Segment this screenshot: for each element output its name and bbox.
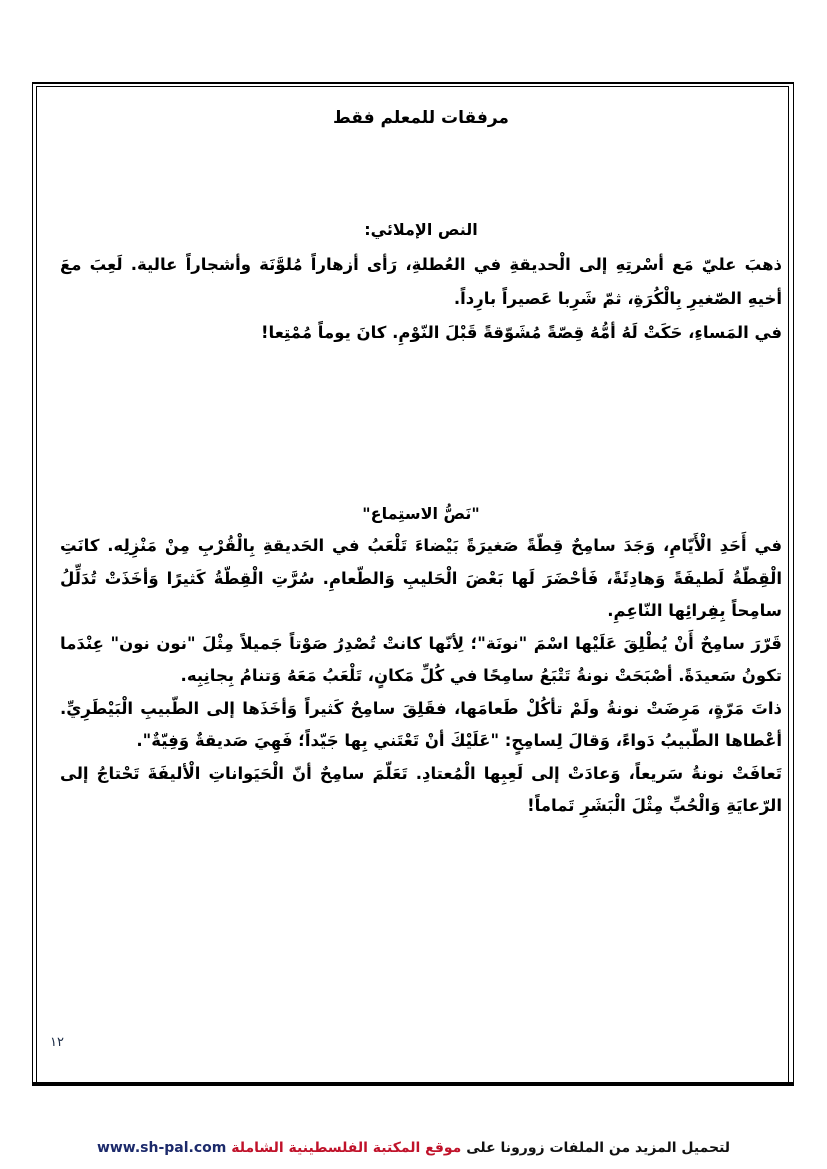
- dictation-heading: النص الإملائي:: [364, 220, 478, 239]
- footer-site-name[interactable]: موقع المكتبة الفلسطينية الشاملة: [231, 1140, 462, 1156]
- listening-paragraph: تَعافَتْ نونةُ سَريعاً، وَعادَتْ إلى لَعِبِها الْمُعتادِ. تَعَلّمَ سامِحٌ أنّ الْحَيَواناتِ الْأليفَةَ تَحْتاجُ إلى الرّعايَةِ وَالْحُبِّ مِثْلَ الْبَشَرِ تَماماً!: [60, 763, 782, 815]
- listening-heading: "نَصُّ الاستِماع": [362, 504, 480, 523]
- dictation-text: [60, 248, 782, 350]
- footer-lead-text: لتحميل المزيد من الملفات زورونا على: [466, 1140, 731, 1156]
- listening-text: [60, 530, 782, 823]
- page-number: ١٢: [50, 1035, 64, 1050]
- listening-paragraph: قَرّرَ سامِحٌ أَنْ يُطْلِقَ عَلَيْها اسْمَ "نونَة"؛ لِأنّها كانتْ تُصْدِرُ صَوْتاً جَميلاً مِثْلَ "نون نون" عِنْدَما تكونُ سَعيدَةً. أصْبَحَتْ نونةُ تَتْبَعُ سامِحًا في كُلِّ مَكانٍ، تَلْعَبُ مَعَهُ وَتنامُ بِجانِبِه.: [60, 633, 782, 685]
- dictation-paragraph: في المَساءِ، حَكَتْ لَهُ أمُّهُ قِصّةً مُشَوّقةً قَبْلَ النّوْمِ. كانَ يوماً مُمْتِعا!: [261, 323, 782, 342]
- footer-url-link[interactable]: www.sh-pal.com: [96, 1140, 227, 1156]
- footer-banner: [0, 1140, 827, 1156]
- dictation-paragraph: ذهبَ عليّ مَع أسْرتِهِ إلى الْحديقةِ في العُطلةِ، رَأى أزهاراً مُلوَّنَة وأشجاراً عالية. لَعِبَ معَ أخيهِ الصّغيرِ بِالْكُرَةِ، ثمّ شَرِبا عَصيراً بارِداً.: [60, 255, 782, 308]
- document-title: مرفقات للمعلم فقط: [333, 108, 509, 128]
- listening-paragraph: ذاتَ مَرّةٍ، مَرِضَتْ نونةُ ولَمْ تأكُلْ طَعامَها، فقَلِقَ سامِحٌ كَثيراً وَأخَذَها إلى الطّبيبِ الْبَيْطَرِيِّ. أعْطاها الطّبيبُ دَواءً، وَقالَ لِسامِحٍ: "عَلَيْكَ أنْ تَعْتَني بِها جَيّداً؛ فَهِيَ صَديقةٌ وَفِيّةٌ".: [60, 698, 782, 750]
- listening-paragraph: في أَحَدِ الْأَيّامِ، وَجَدَ سامِحٌ قِطّةً صَغيرَةً بَيْضاءَ تَلْعَبُ في الحَديقةِ بِالْقُرْبِ مِنْ مَنْزِلِه. كانَتِ الْقِطّةُ لَطيفَةً وَهادِئَةً، فَأحْضَرَ لَها بَعْضَ الْحَليبِ وَالطّعامِ. سُرَّتِ الْقِطّةُ كَثيرًا وَأخَذَتْ تُدَلِّلُ سامِحاً بِفِرائِها النّاعِمِ.: [60, 536, 782, 620]
